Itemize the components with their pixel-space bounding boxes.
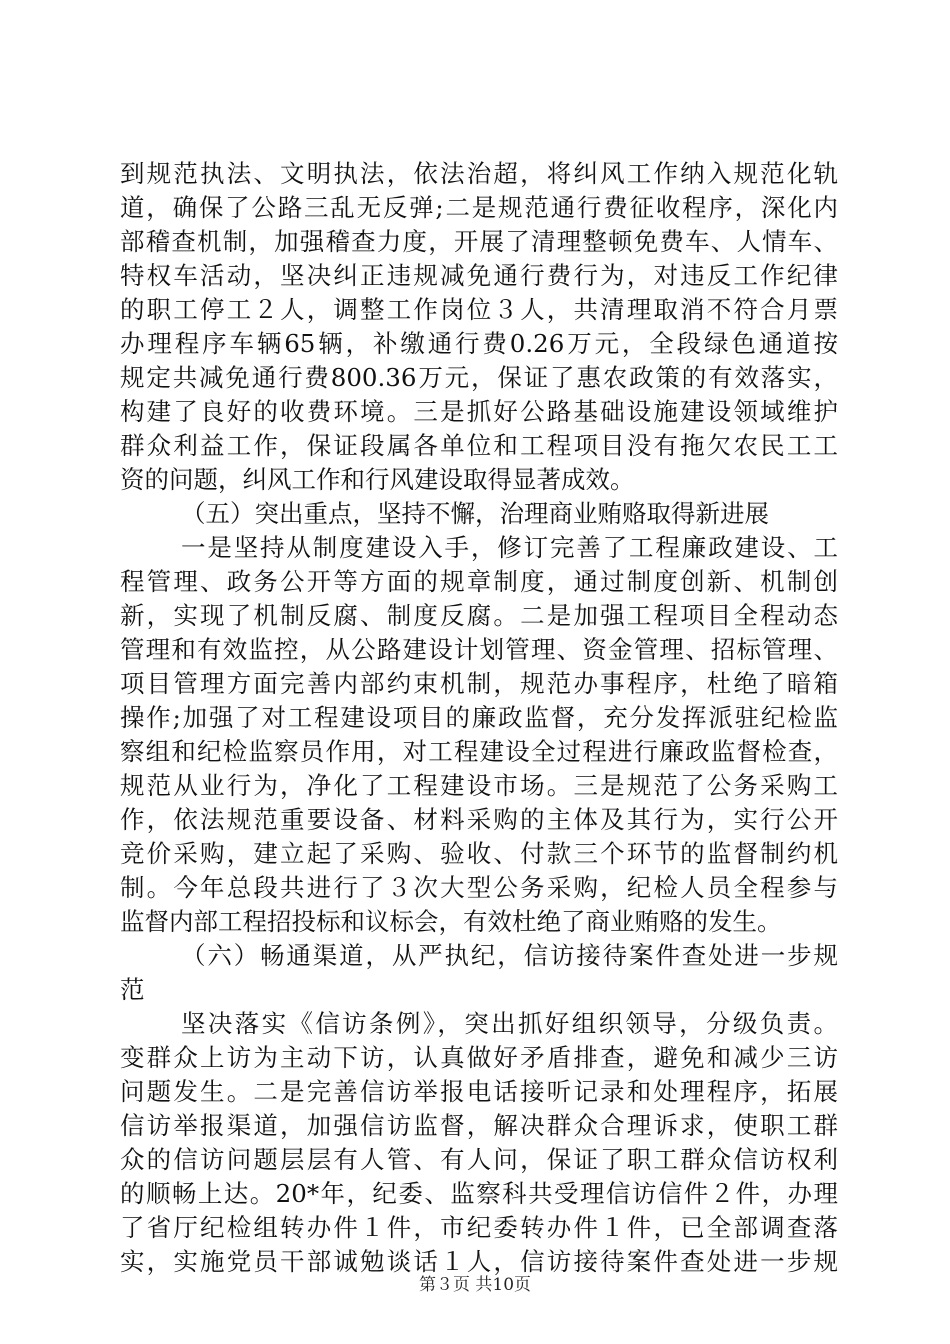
body-line: 众的信访问题层层有人管、有人问，保证了职工群众信访权利: [120, 1145, 838, 1174]
body-line: 项目管理方面完善内部约束机制，规范办事程序，杜绝了暗箱: [120, 669, 838, 698]
section-heading: （五）突出重点，坚持不懈，治理商业贿赂取得新进展: [181, 499, 769, 528]
body-line: 新，实现了机制反腐、制度反腐。二是加强工程项目全程动态: [120, 601, 838, 630]
body-line: 程管理、政务公开等方面的规章制度，通过制度创新、机制创: [120, 567, 838, 596]
body-line: 群众利益工作，保证段属各单位和工程项目没有拖欠农民工工: [120, 431, 838, 460]
body-line: 实，实施党员干部诚勉谈话１人，信访接待案件查处进一步规: [120, 1247, 838, 1276]
body-line: 的顺畅上达。20*年，纪委、监察科共受理信访信件２件，办理: [120, 1179, 838, 1208]
body-line: 到规范执法、文明执法，依法治超，将纠风工作纳入规范化轨: [120, 159, 838, 188]
document-body: [120, 157, 838, 1279]
body-line: 制。今年总段共进行了３次大型公务采购，纪检人员全程参与: [120, 873, 838, 902]
body-line: 察组和纪检监察员作用，对工程建设全过程进行廉政监督检查，: [120, 737, 838, 766]
body-line: 了省厅纪检组转办件１件，市纪委转办件１件，已全部调查落: [120, 1213, 838, 1242]
body-line: 构建了良好的收费环境。三是抓好公路基础设施建设领域维护: [120, 397, 838, 426]
body-line: 变群众上访为主动下访，认真做好矛盾排查，避免和减少三访: [120, 1043, 838, 1072]
body-line: 信访举报渠道，加强信访监督，解决群众合理诉求，使职工群: [120, 1111, 838, 1140]
body-line: 管理和有效监控，从公路建设计划管理、资金管理、招标管理、: [120, 635, 838, 664]
body-line: 监督内部工程招投标和议标会，有效杜绝了商业贿赂的发生。: [120, 907, 782, 936]
body-line: 问题发生。二是完善信访举报电话接听记录和处理程序，拓展: [120, 1077, 838, 1106]
body-line: 规范从业行为，净化了工程建设市场。三是规范了公务采购工: [120, 771, 838, 800]
body-line: 一是坚持从制度建设入手，修订完善了工程廉政建设、工: [181, 533, 838, 562]
body-line: 资的问题，纠风工作和行风建设取得显著成效。: [120, 465, 635, 494]
body-line: 竞价采购，建立起了采购、验收、付款三个环节的监督制约机: [120, 839, 838, 868]
body-line: 规定共减免通行费800.36万元，保证了惠农政策的有效落实，: [120, 363, 838, 392]
body-line: 的职工停工２人，调整工作岗位３人，共清理取消不符合月票: [120, 295, 838, 324]
section-heading: （六）畅通渠道，从严执纪，信访接待案件查处进一步规: [181, 941, 838, 970]
section-heading-continued: 范: [120, 975, 145, 1004]
body-line: 坚决落实《信访条例》，突出抓好组织领导，分级负责。: [181, 1009, 838, 1038]
body-line: 特权车活动，坚决纠正违规减免通行费行为，对违反工作纪律: [120, 261, 838, 290]
body-line: 部稽查机制，加强稽查力度，开展了清理整顿免费车、人情车、: [120, 227, 838, 256]
body-line: 办理程序车辆65辆，补缴通行费0.26万元，全段绿色通道按: [120, 329, 838, 358]
body-line: 道，确保了公路三乱无反弹;二是规范通行费征收程序，深化内: [120, 193, 838, 222]
page-number-footer: 第３页 共10页: [418, 1275, 532, 1295]
body-line: 操作;加强了对工程建设项目的廉政监督，充分发挥派驻纪检监: [120, 703, 838, 732]
body-line: 作，依法规范重要设备、材料采购的主体及其行为，实行公开: [120, 805, 838, 834]
